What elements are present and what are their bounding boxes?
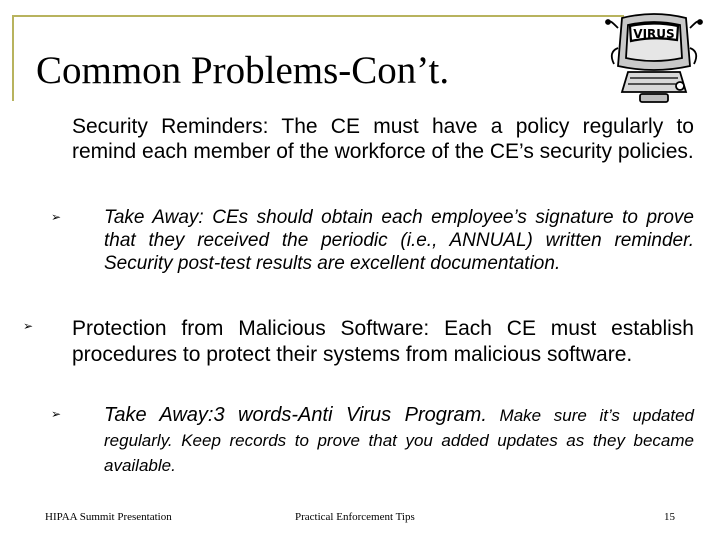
take-away-1-paragraph: Take Away: CEs should obtain each employee’s signature to prove that they received the periodic (i.e., ANNUAL) written reminder. Security post-test results are excellent documentation. [104, 207, 694, 274]
take-away-2-rest: Make sure it’s updated regularly. Keep records to prove that you added updates as they became available. [104, 406, 695, 475]
slide-title: Common Problems-Con’t. [36, 49, 450, 92]
security-reminders-paragraph: Security Reminders: The CE must have a policy regularly to remind each member of the workforce of the CE’s security policies. [72, 115, 694, 163]
arrowhead-bullet-icon: ➢ [51, 210, 62, 224]
logo-text: VIRUS [633, 27, 675, 41]
page-number: 15 [664, 511, 675, 523]
arrowhead-bullet-icon: ➢ [51, 407, 62, 421]
malicious-software-paragraph: Protection from Malicious Software: Each CE must establish procedures to protect their systems from malicious software. [72, 317, 694, 366]
footer-center-text: Practical Enforcement Tips [295, 511, 415, 523]
take-away-2-paragraph [104, 403, 694, 478]
footer-left-text: HIPAA Summit Presentation [45, 511, 172, 523]
arrowhead-bullet-icon: ➢ [23, 319, 34, 333]
take-away-2-lead: Take Away:3 words-Anti Virus Program. [104, 404, 487, 426]
